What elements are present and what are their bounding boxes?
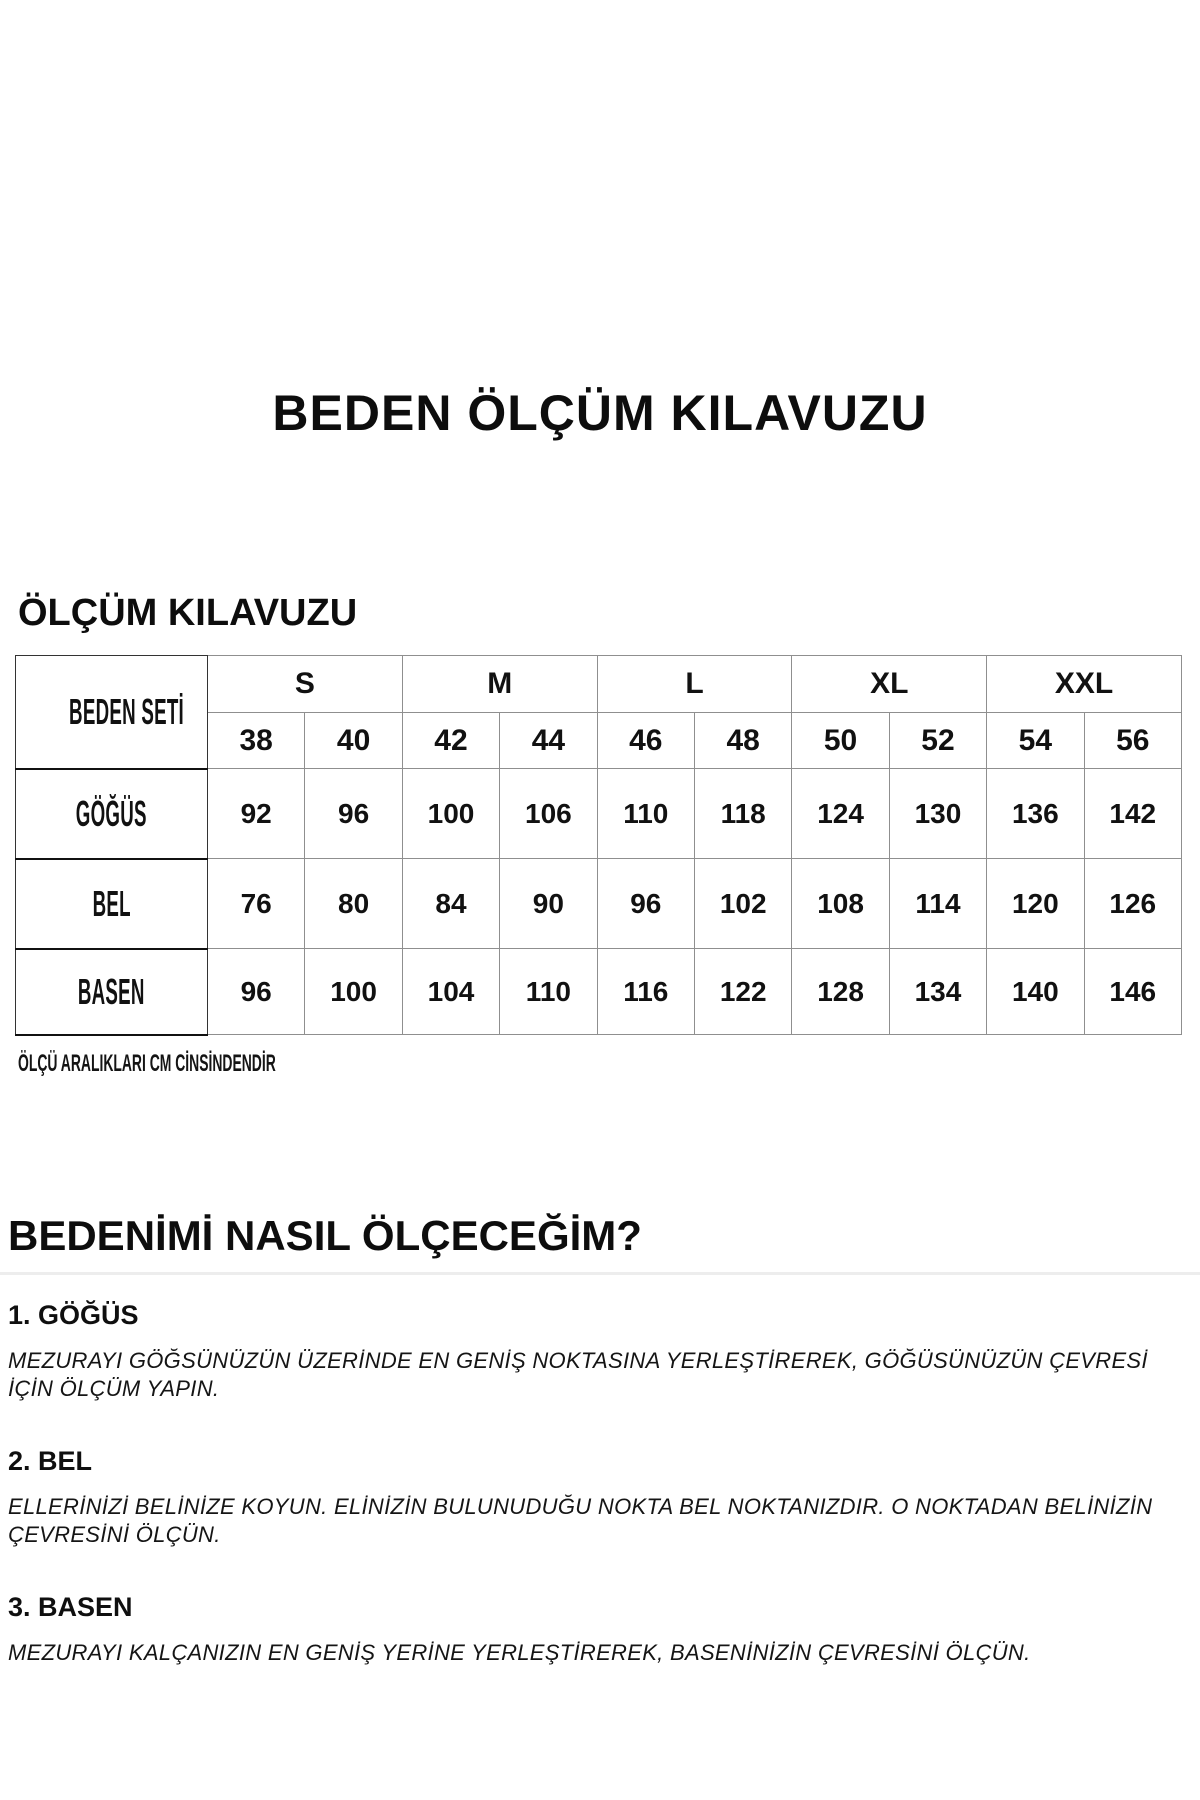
measurement-value-cell: 110 (500, 949, 597, 1035)
size-group-m: M (402, 656, 597, 713)
size-set-corner-cell: BEDEN SETİ (16, 656, 208, 769)
measurement-value-cell: 100 (402, 769, 499, 859)
measurement-value-cell: 110 (597, 769, 694, 859)
measurement-value-cell: 120 (987, 859, 1084, 949)
measurement-value-cell: 92 (208, 769, 305, 859)
measurement-value-cell: 128 (792, 949, 889, 1035)
measurement-value-cell: 102 (694, 859, 791, 949)
size-number-cell: 38 (208, 713, 305, 769)
cm-units-footnote: ÖLÇÜ ARALIKLARI CM CİNSİNDENDİR (18, 1050, 276, 1077)
size-number-cell: 40 (305, 713, 402, 769)
measurement-value-cell: 136 (987, 769, 1084, 859)
section-divider (0, 1272, 1200, 1275)
size-number-cell: 52 (889, 713, 986, 769)
measurement-value-cell: 142 (1084, 769, 1181, 859)
size-number-cell: 44 (500, 713, 597, 769)
measurement-label-cell: BASEN (16, 949, 208, 1035)
step-title-basen: 3. BASEN (8, 1592, 133, 1622)
measurement-value-cell: 140 (987, 949, 1084, 1035)
size-group-s: S (208, 656, 403, 713)
measurement-value-cell: 106 (500, 769, 597, 859)
measurement-value-cell: 146 (1084, 949, 1181, 1035)
how-to-measure-heading: BEDENİMİ NASIL ÖLÇECEĞİM? (8, 1212, 642, 1259)
step-title-bel: 2. BEL (8, 1446, 93, 1476)
measurement-value-cell: 76 (208, 859, 305, 949)
measurement-value-cell: 134 (889, 949, 986, 1035)
step-text-basen: MEZURAYI KALÇANIZIN EN GENİŞ YERİNE YERLEŞTİREREK, BASENİNİZİN ÇEVRESİNİ ÖLÇÜN. (8, 1640, 1031, 1665)
page-title: BEDEN ÖLÇÜM KILAVUZU (272, 385, 928, 441)
size-group-xxl: XXL (987, 656, 1182, 713)
size-number-cell: 42 (402, 713, 499, 769)
measurement-value-cell: 104 (402, 949, 499, 1035)
step-text-gogus: MEZURAYI GÖĞSÜNÜZÜN ÜZERİNDE EN GENİŞ NOKTASINA YERLEŞTİREREK, GÖĞÜSÜNÜZÜN ÇEVRESİ İÇİN ÖLÇÜM YAPIN. (8, 1348, 1148, 1401)
measurement-label-cell: GÖĞÜS (16, 769, 208, 859)
measurement-row-3 (16, 949, 1182, 1035)
measurement-guide-heading: ÖLÇÜM KILAVUZU (18, 592, 358, 634)
size-number-cell: 54 (987, 713, 1084, 769)
measurement-label-cell: BEL (16, 859, 208, 949)
measurement-value-cell: 96 (597, 859, 694, 949)
measurement-value-cell: 96 (208, 949, 305, 1035)
measurement-value-cell: 90 (500, 859, 597, 949)
measurement-value-cell: 124 (792, 769, 889, 859)
step-text-bel: ELLERİNİZİ BELİNİZE KOYUN. ELİNİZİN BULUNUDUĞU NOKTA BEL NOKTANIZDIR. O NOKTADAN BELİNİZİN ÇEVRESİNİ ÖLÇÜN. (8, 1494, 1153, 1547)
measurement-value-cell: 126 (1084, 859, 1181, 949)
size-table-container (15, 655, 1181, 1036)
size-number-cell: 46 (597, 713, 694, 769)
size-group-row (16, 656, 1182, 713)
measurement-value-cell: 122 (694, 949, 791, 1035)
size-table (15, 655, 1182, 1036)
measurement-value-cell: 116 (597, 949, 694, 1035)
measurement-value-cell: 84 (402, 859, 499, 949)
size-number-cell: 56 (1084, 713, 1181, 769)
measurement-value-cell: 108 (792, 859, 889, 949)
measurement-value-cell: 118 (694, 769, 791, 859)
measurement-value-cell: 100 (305, 949, 402, 1035)
measurement-row-2 (16, 859, 1182, 949)
size-group-l: L (597, 656, 792, 713)
measurement-value-cell: 96 (305, 769, 402, 859)
measurement-value-cell: 114 (889, 859, 986, 949)
measurement-value-cell: 80 (305, 859, 402, 949)
size-group-xl: XL (792, 656, 987, 713)
how-to-measure-section (0, 1212, 1200, 1667)
size-number-cell: 48 (694, 713, 791, 769)
measurement-value-cell: 130 (889, 769, 986, 859)
measurement-row-1 (16, 769, 1182, 859)
step-title-gogus: 1. GÖĞÜS (8, 1300, 139, 1330)
size-number-cell: 50 (792, 713, 889, 769)
